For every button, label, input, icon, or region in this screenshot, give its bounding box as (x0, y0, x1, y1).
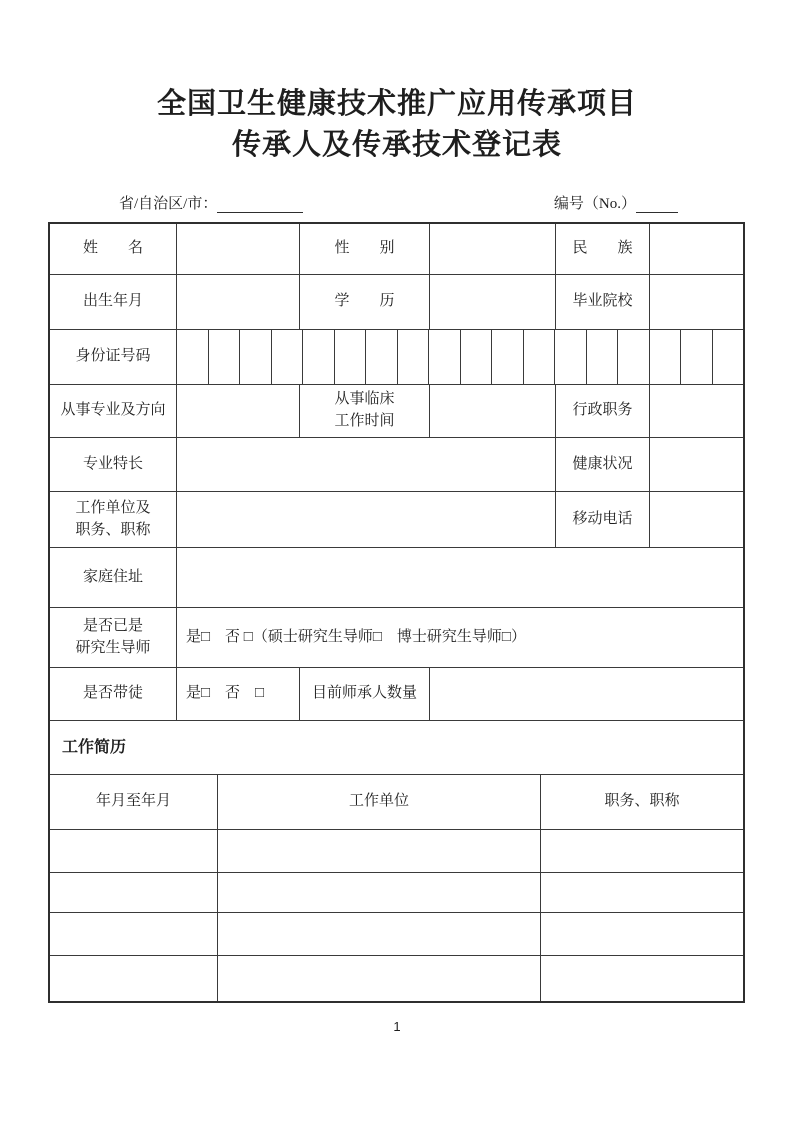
work-unit-label-line2: 职务、职称 (75, 521, 151, 538)
education-label: 学 历 (300, 275, 430, 329)
row-profession-clinical-admin (50, 385, 743, 438)
id-digit-cell[interactable] (587, 330, 619, 384)
graduate-supervisor-options[interactable]: 是□ 否 □（硕士研究生导师□ 博士研究生导师□） (186, 628, 526, 645)
id-digit-cell[interactable] (555, 330, 587, 384)
school-label: 毕业院校 (556, 275, 650, 329)
work-history-period-cell[interactable] (50, 873, 218, 912)
home-address-label: 家庭住址 (50, 548, 177, 607)
specialty-label: 专业特长 (50, 438, 177, 491)
work-history-unit-cell[interactable] (218, 956, 541, 1001)
row-apprentice (50, 668, 743, 721)
work-history-row (50, 830, 743, 873)
work-history-row (50, 873, 743, 913)
name-label: 姓 名 (50, 224, 177, 274)
row-birth-education-school (50, 275, 743, 330)
work-history-header-row (50, 775, 743, 830)
id-digit-cell[interactable] (272, 330, 304, 384)
id-digit-cell[interactable] (713, 330, 744, 384)
ethnicity-value-cell[interactable] (650, 224, 743, 274)
page-number: 1 (393, 1019, 401, 1034)
ethnicity-label: 民 族 (556, 224, 650, 274)
row-workunit-mobile (50, 492, 743, 548)
work-history-period-cell[interactable] (50, 830, 218, 872)
school-value-cell[interactable] (650, 275, 743, 329)
gender-value-cell[interactable] (430, 224, 556, 274)
work-history-section-label: 工作简历 (62, 738, 127, 756)
form-title-line2: 传承人及传承技术登记表 (231, 129, 562, 161)
row-id-number (50, 330, 743, 385)
work-history-title-cell[interactable] (541, 913, 743, 955)
name-value-cell[interactable] (177, 224, 300, 274)
birth-label: 出生年月 (50, 275, 177, 329)
health-label: 健康状况 (556, 438, 650, 491)
id-digit-cell[interactable] (492, 330, 524, 384)
specialty-value-cell[interactable] (177, 438, 556, 491)
id-digit-cell[interactable] (303, 330, 335, 384)
id-digit-cell[interactable] (618, 330, 650, 384)
registration-table (48, 222, 745, 1003)
work-history-title-cell[interactable] (541, 830, 743, 872)
form-title (0, 0, 794, 166)
id-digit-cell[interactable] (240, 330, 272, 384)
work-history-title-cell[interactable] (541, 873, 743, 912)
clinical-time-label-line1: 从事临床 (334, 391, 395, 408)
work-history-period-cell[interactable] (50, 956, 218, 1001)
region-label: 省/自治区/市： (119, 196, 218, 212)
region-input-line[interactable] (217, 197, 303, 213)
form-header-line (49, 192, 745, 213)
graduate-supervisor-label (50, 608, 177, 667)
number-label: 编号（No.） (553, 196, 636, 212)
work-unit-label (50, 492, 177, 547)
row-home-address (50, 548, 743, 608)
id-digit-cell[interactable] (398, 330, 430, 384)
apprentice-options[interactable]: 是□ 否 □ (177, 668, 300, 720)
admin-post-label: 行政职务 (556, 385, 650, 437)
id-digit-cell[interactable] (461, 330, 493, 384)
admin-post-value-cell[interactable] (650, 385, 743, 437)
apprentice-count-value-cell[interactable] (430, 668, 743, 720)
mobile-label: 移动电话 (556, 492, 650, 547)
clinical-time-value-cell[interactable] (430, 385, 556, 437)
row-work-history-title (50, 721, 743, 775)
number-field (554, 192, 745, 213)
work-history-col-period: 年月至年月 (50, 775, 218, 829)
mobile-value-cell[interactable] (650, 492, 743, 547)
form-title-line1: 全国卫生健康技术推广应用传承项目 (156, 88, 637, 120)
work-history-period-cell[interactable] (50, 913, 218, 955)
graduate-supervisor-label-line2: 研究生导师 (75, 639, 151, 656)
id-number-label: 身份证号码 (50, 330, 177, 384)
work-unit-value-cell[interactable] (177, 492, 556, 547)
apprentice-label: 是否带徒 (50, 668, 177, 720)
health-value-cell[interactable] (650, 438, 743, 491)
clinical-time-label (300, 385, 430, 437)
gender-label: 性 别 (300, 224, 430, 274)
id-digit-cell[interactable] (209, 330, 241, 384)
work-history-col-title: 职务、职称 (604, 793, 680, 810)
work-history-row (50, 956, 743, 1001)
work-unit-label-line1: 工作单位及 (75, 499, 151, 516)
home-address-value-cell[interactable] (177, 548, 743, 607)
work-history-unit-cell[interactable] (218, 913, 541, 955)
row-graduate-supervisor (50, 608, 743, 668)
id-digit-cell[interactable] (366, 330, 398, 384)
id-digit-cell[interactable] (177, 330, 209, 384)
work-history-unit-cell[interactable] (218, 873, 541, 912)
clinical-time-label-line2: 工作时间 (334, 413, 395, 429)
region-field (49, 192, 303, 213)
apprentice-count-label: 目前师承人数量 (300, 668, 430, 720)
id-digit-cell[interactable] (524, 330, 556, 384)
work-history-unit-cell[interactable] (218, 830, 541, 872)
work-history-col-unit: 工作单位 (218, 775, 541, 829)
work-history-row (50, 913, 743, 956)
profession-label: 从事专业及方向 (50, 385, 177, 437)
id-digit-cell[interactable] (681, 330, 713, 384)
id-digit-cell[interactable] (650, 330, 682, 384)
work-history-title-cell[interactable] (541, 956, 743, 1001)
profession-value-cell[interactable] (177, 385, 300, 437)
number-input-line[interactable] (636, 197, 678, 213)
education-value-cell[interactable] (430, 275, 556, 329)
row-name-gender-ethnicity (50, 224, 743, 275)
birth-value-cell[interactable] (177, 275, 300, 329)
row-specialty-health (50, 438, 743, 492)
id-digit-cell[interactable] (335, 330, 367, 384)
id-digit-cells (177, 330, 743, 384)
graduate-supervisor-label-line1: 是否已是 (82, 617, 143, 634)
id-digit-cell[interactable] (429, 330, 461, 384)
